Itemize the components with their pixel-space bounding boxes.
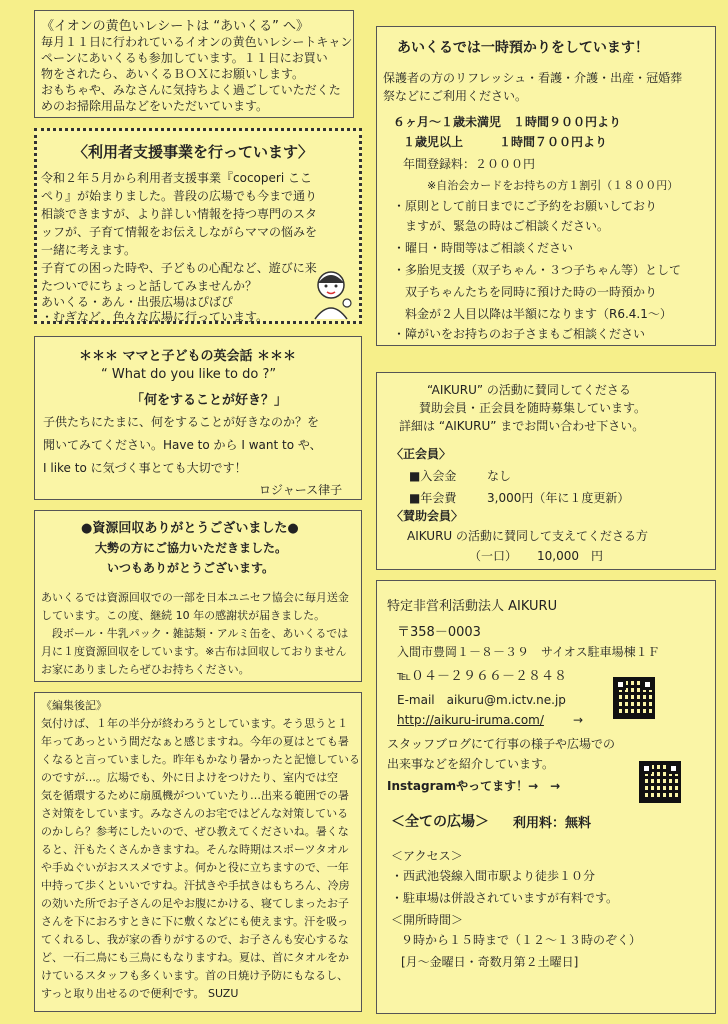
recycle-line: しています。この度、継続 10 年の感謝状が届きました。 (41, 609, 326, 622)
postscript-line: 気付けば、１年の半分が終わろうとしています。そう思うと１ (41, 717, 349, 730)
support-title: 〈利用者支援事業を行っています〉 (73, 143, 314, 161)
support-line: ッフが、子育て情報をお伝えしながらママの悩みを (41, 225, 318, 239)
english-section (34, 336, 362, 500)
childcare-intro: 保護者の方のリフレッシュ・看護・介護・出産・冠婚葬 (383, 71, 683, 85)
recycle-sub1: 大勢の方にご協力いただきました。 (95, 541, 288, 555)
link-arrow: → (573, 713, 584, 727)
postscript-line: すっと取り出せるので便利です。 SUZU (41, 987, 239, 1000)
supporter-member-title: 〈賛助会員〉 (391, 509, 464, 523)
postscript-line: のかしら？参考にしたいので、ぜひ教えてくださいね。暑くな (41, 825, 349, 838)
childcare-note: ますが、緊急の時はご相談ください。 (393, 219, 610, 233)
english-author: ロジャース律子 (259, 483, 343, 497)
childcare-annual-fee: 年間登録料：２０００円 (403, 157, 536, 171)
postscript-line: てくれるし、我が家の香りがするので、お子さんも安心するな (41, 933, 349, 946)
childcare-note: ・曜日・時間等はご相談ください (393, 241, 574, 255)
english-phrase-jp: 「何をすることが好き？」 (131, 393, 288, 408)
entry-fee-label: ■入会金 (409, 469, 457, 483)
postscript-line: けているスタッフも多くいます。首の日焼け予防にもなるし、 (41, 969, 349, 982)
postscript-title: 《編集後記》 (41, 699, 107, 712)
childcare-note: ・多胎児支援（双子ちゃん・３つ子ちゃん等）として (393, 263, 682, 277)
contact-section (376, 580, 716, 1014)
english-line: 聞いてみてください。Have to から I want to や、 (43, 438, 322, 452)
childcare-note: ・障がいをお持ちのお子さまもご相談ください (393, 327, 646, 341)
receipt-line: ペーンにあいくるも参加しています。１１日にお買い (41, 51, 328, 65)
membership-line: “AIKURU” の活動に賛同してくださる (427, 383, 631, 397)
access-title: ＜アクセス＞ (391, 849, 463, 863)
english-title: ＊＊＊ ママと子どもの英会話 ＊＊＊ (79, 349, 297, 364)
postscript-line: の効いた所でお子さんの足やお腹にかける、寝てしまったお子 (41, 897, 349, 910)
opening-days: [月～金曜日・奇数月第２土曜日] (401, 955, 579, 969)
supporter-unit: （一口） (469, 549, 518, 563)
membership-section (376, 372, 716, 570)
mother-illustration-icon (307, 267, 355, 321)
access-line: ・西武池袋線入間市駅より徒歩１０分 (391, 869, 596, 883)
email-address[interactable]: E-mail aikuru@m.ictv.ne.jp (397, 693, 566, 707)
postscript-line: のですが…。広場でも、外に日よけをつけたり、室内では空 (41, 771, 338, 784)
receipt-line: おもちゃや、みなさんに気持ちよく過ごしていただくた (41, 83, 341, 97)
address: 入間市豊岡１－８－３９ サイオス駐車場棟１Ｆ (397, 645, 660, 659)
support-line: ・むぎなど、色々な広場に行っています。 (41, 310, 269, 324)
recycle-sub2: いつもありがとうございます。 (107, 561, 275, 575)
website-link[interactable]: http://aikuru-iruma.com/ (397, 713, 544, 727)
blog-text: スタッフブログにて行事の様子や広場での (387, 737, 616, 751)
postscript-line: ど、一石二鳥にも三鳥にもなりますね。夏は、首にタオルをか (41, 951, 349, 964)
blog-text: 出来事などを紹介しています。 (387, 757, 555, 771)
plaza-title: ＜全ての広場＞ (391, 814, 489, 830)
childcare-intro: 祭などにご利用ください。 (383, 89, 528, 103)
annual-fee-value: 3,000円（年に１度更新） (487, 491, 630, 505)
postscript-line: さ対策をしています。みなさんのお宅ではどんな対策している (41, 807, 349, 820)
support-line: 相談できますが、より詳しい情報を持つ専門のスタ (41, 207, 318, 221)
postscript-line: 気を循環するために扇風機がついていたり…出来る範囲での暑 (41, 789, 349, 802)
website-qr-code-icon (613, 677, 655, 719)
instagram-qr-code-icon (639, 761, 681, 803)
childcare-note: ・原則として前日までにご予約をお願いしており (393, 199, 658, 213)
postscript-line: 年ってあっという間だなぁと感じますね。今年の夏はとても暑 (41, 735, 349, 748)
phone-number: ℡０４－２９６６－２８４８ (397, 669, 567, 684)
childcare-discount: ※自治会カードをお持ちの方１割引（１８００円） (427, 179, 679, 192)
postscript-line: さんを下におろすときに下に敷くなどにも使えます。汗を吸っ (41, 915, 349, 928)
support-line: 子育ての困った時や、子どもの心配など、遊びに来 (41, 261, 317, 275)
membership-line: 賛助会員・正会員を随時募集しています。 (419, 401, 647, 415)
postscript-line: 中持って歩くといいですね。汗拭きや手拭きはもちろん、冷房 (41, 879, 350, 892)
support-line: たついでにちょっと話してみませんか？ (41, 279, 258, 293)
support-line: ぺり』が始まりました。普段の広場でも今まで通り (41, 189, 318, 203)
recycle-line: あいくるでは資源回収での一部を日本ユニセフ協会に毎月送金 (41, 591, 349, 604)
instagram-text: Instagramやってます！→ → (387, 779, 561, 793)
receipt-line: 毎月１１日に行われているイオンの黄色いレシートキャン (41, 35, 353, 49)
postal-code: 〒358－0003 (397, 625, 481, 640)
support-section (34, 128, 362, 324)
entry-fee-value: なし (487, 469, 512, 483)
childcare-title: あいくるでは一時預かりをしています！ (397, 40, 649, 56)
childcare-fee-toddler: １歳児以上 １時間７００円より (403, 135, 608, 149)
recycle-title: ●資源回収ありがとうございました● (81, 521, 299, 536)
postscript-section (34, 692, 362, 1012)
annual-fee-label: ■年会費 (409, 491, 457, 505)
opening-hours: ９時から１５時まで（１２～１３時のぞく） (401, 933, 642, 947)
recycle-section (34, 510, 362, 682)
receipt-section (34, 10, 354, 118)
org-name: 特定非営利活動法人 AIKURU (387, 599, 558, 614)
receipt-title: 《イオンの黄色いレシートは “あいくる” へ》 (41, 19, 310, 34)
english-line: I like to に気づく事とても大切です！ (43, 461, 247, 475)
support-line: 一緒に考えます。 (41, 243, 137, 257)
recycle-line: 月に１度資源回収をしています。※古布は回収しておりません (41, 645, 347, 658)
membership-line: 詳細は “AIKURU” までお問い合わせ下さい。 (399, 419, 645, 433)
postscript-line: ると、汗もたくさんかきますね。そんな時期はスポーツタオル (41, 843, 349, 856)
childcare-note: 双子ちゃんたちを同時に預けた時の一時預かり (393, 285, 658, 299)
childcare-section (376, 26, 716, 346)
postscript-line: や手ぬぐいがおススメですよ。何かと役に立ちますので、一年 (41, 861, 349, 874)
support-line: 令和２年５月から利用者支援事業『cocoperi ここ (41, 171, 312, 185)
english-phrase: “ What do you like to do ?” (101, 367, 277, 382)
hours-title: ＜開所時間＞ (391, 913, 464, 927)
regular-member-title: 〈正会員〉 (391, 447, 452, 461)
supporter-desc: AIKURU の活動に賛同して支えてくださる方 (407, 529, 649, 543)
childcare-fee-infant: ６ヶ月～１歳未満児 １時間９００円より (393, 115, 622, 129)
postscript-line: くなると言っていました。昨年もかなり暑かったと記憶している (41, 753, 360, 766)
plaza-fee: 利用料：無料 (513, 816, 592, 831)
access-line: ・駐車場は併設されていますが有料です。 (391, 891, 619, 905)
support-line: あいくる・あん・出張広場はぴばぴ (41, 295, 234, 309)
supporter-fee: 10,000 円 (537, 549, 603, 563)
receipt-line: めのお掃除用品などをいただいています。 (41, 99, 269, 113)
recycle-line: お家にありましたらぜひお持ちください。 (41, 663, 250, 676)
english-line: 子供たちにたまに、何をすることが好きなのか？を (43, 415, 320, 429)
recycle-line: 段ボール・牛乳パック・雑誌類・アルミ缶を、あいくるでは (41, 627, 349, 640)
receipt-line: 物をされたら、あいくるＢＯＸにお願いします。 (41, 67, 305, 81)
childcare-note: 料金が２人目以降は半額になります（R6.4.1～） (393, 307, 672, 321)
